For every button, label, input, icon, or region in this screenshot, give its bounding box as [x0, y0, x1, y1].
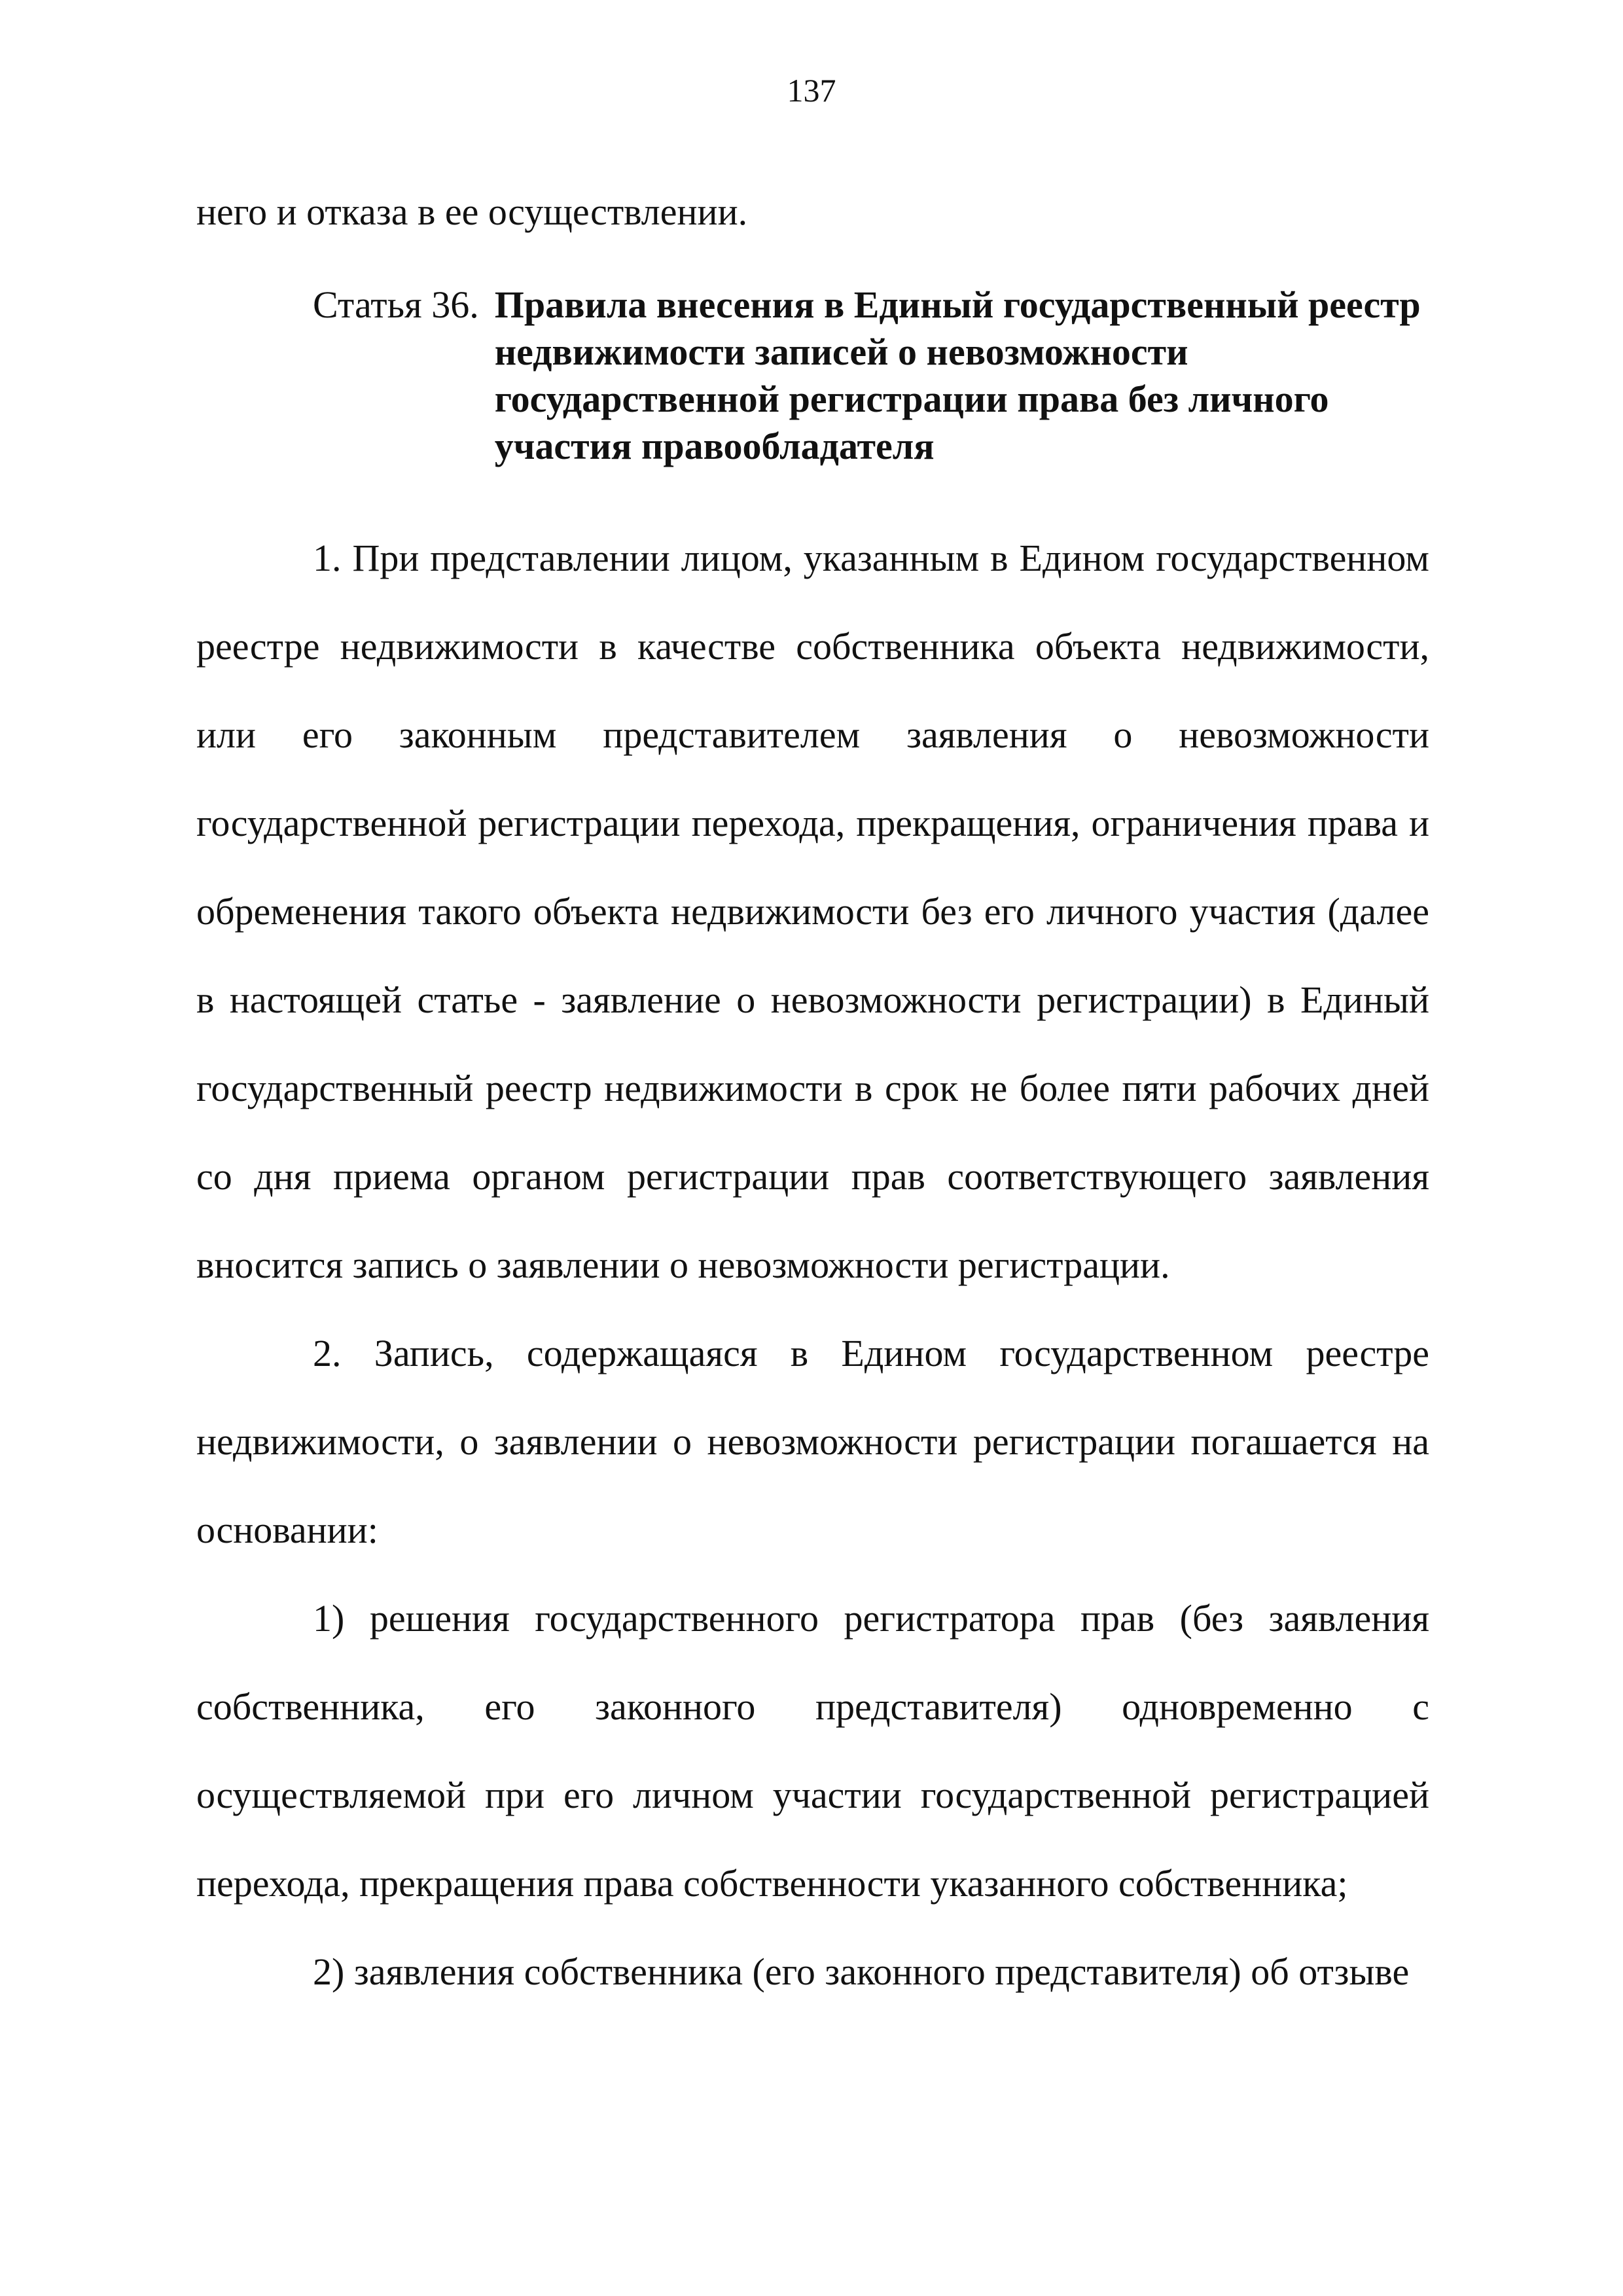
continuation-text: него и отказа в ее осуществлении.	[196, 190, 748, 233]
paragraph: 2. Запись, содержащаяся в Едином государственном реестре недвижимости, о заявлении о невозможности регистрации погашается на основании:	[196, 1332, 1429, 1551]
article-heading	[313, 281, 1438, 470]
paragraph: 1. При представлении лицом, указанным в Едином государственном реестре недвижимости в качестве собственника объекта недвижимости, или его законным представителем заявления о невозможности государственной регистрации перехода, прекращения, ограничения права и обременения такого объекта недвижимости без его личного участия (далее в настоящей статье - заявление о невозможности регистрации) в Единый государственный реестр недвижимости в срок не более пяти рабочих дней со дня приема органом регистрации прав соответствующего заявления вносится запись о заявлении о невозможности регистрации.	[196, 537, 1429, 1286]
paragraph: 1) решения государственного регистратора прав (без заявления собственника, его законного представителя) одновременно с осуществляемой при его личном участии государственной регистрацией перехода, прекращения права собственности указанного собственника;	[196, 1597, 1429, 1905]
article-label: Статья 36.	[313, 283, 479, 326]
page-number: 137	[787, 72, 836, 109]
article-title: Правила внесения в Единый государственный реестр недвижимости записей о невозможности государственной регистрации права без личного участия правообладателя	[494, 283, 1421, 467]
paragraph: 2) заявления собственника (его законного представителя) об отзыве	[313, 1950, 1410, 1993]
article-body	[196, 514, 1429, 2016]
